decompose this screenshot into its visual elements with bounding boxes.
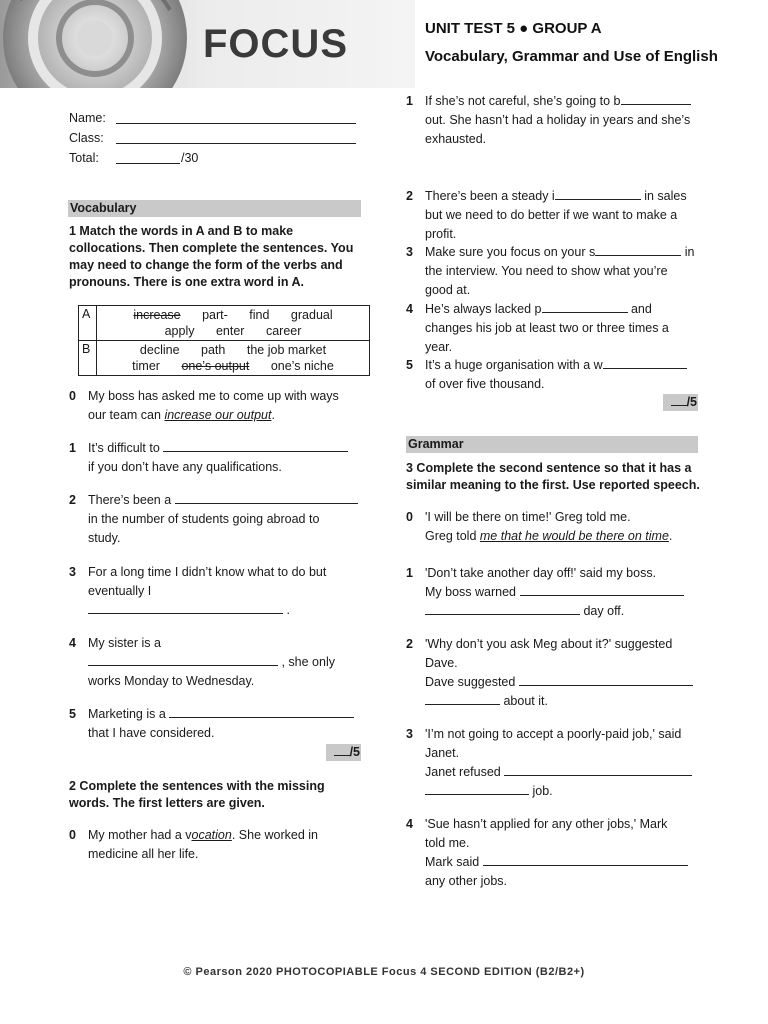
word-a: gradual [290, 308, 333, 322]
exercise-3-instruction: 3 Complete the second sentence so that it has a similar meaning to the first. Use reported speech. [406, 461, 700, 492]
answer-blank[interactable] [519, 674, 693, 686]
example-answer: me that he would be there on time [479, 529, 669, 543]
ex2-item-3: 3 Make sure you focus on your s in the interview. You need to show what you’re good at. [406, 245, 695, 297]
table-key-a: A [79, 306, 97, 341]
ex1-score: /5 [326, 744, 361, 761]
answer-blank[interactable] [425, 783, 529, 795]
answer-blank[interactable] [163, 440, 348, 452]
focus-logo: FOCUS [203, 22, 348, 66]
answer-blank[interactable] [542, 301, 628, 313]
answer-blank[interactable] [483, 854, 688, 866]
unit-title: UNIT TEST 5 ● GROUP A [425, 20, 602, 37]
answer-blank[interactable] [621, 93, 691, 105]
exercise-2-instruction: 2 Complete the sentences with the missing words. The first letters are given. [69, 779, 325, 810]
ex2-item-5: 5 It’s a huge organisation with a w of over five thousand. [406, 356, 706, 396]
word-a: enter [215, 324, 245, 338]
word-b: timer [132, 359, 160, 373]
example-answer: increase our output [164, 408, 272, 422]
ex3-item-1: 1 'Don’t take another day off!' said my boss. My boss warned day off. [406, 564, 706, 624]
ex2-example: 0 My mother had a vocation. She worked in medicine all her life. [69, 828, 318, 861]
table-key-b: B [79, 341, 97, 376]
answer-blank[interactable] [595, 244, 681, 256]
ex2-score: /5 [663, 394, 698, 411]
ex2-item-4: 4 He’s always lacked p and changes his job at least two or three times a year. [406, 302, 669, 354]
word-a: apply [164, 324, 195, 338]
ex1-item-2: 2 There’s been a in the number of students going abroad to study. [69, 491, 364, 551]
unit-subtitle: Vocabulary, Grammar and Use of English [425, 48, 718, 65]
answer-blank[interactable] [555, 188, 641, 200]
ex2-item-2: 2 There’s been a steady i in sales but we need to do better if we want to make a profit. [406, 189, 687, 241]
ex1-item-3: 3 For a long time I didn’t know what to do but eventually I . [69, 565, 327, 617]
answer-blank[interactable] [425, 603, 580, 615]
collocation-table [78, 305, 370, 376]
word-b: the job market [246, 343, 327, 357]
table-words-b [97, 341, 370, 376]
ex1-example: 0 My boss has asked me to come up with ways our team can increase our output. [69, 389, 339, 422]
score-blank[interactable] [334, 744, 350, 756]
class-label: Class: [69, 131, 104, 145]
name-label: Name: [69, 111, 106, 125]
answer-blank[interactable] [504, 764, 692, 776]
answer-blank[interactable] [169, 706, 354, 718]
ex3-item-2: 2 'Why don’t you ask Meg about it?' suggested Dave. Dave suggested about it. [406, 635, 706, 715]
page-header [0, 0, 768, 88]
word-b: one’s niche [270, 359, 334, 373]
header-banner-graphic [0, 0, 768, 88]
answer-blank[interactable] [175, 492, 358, 504]
ex2-item-1: 1 If she’s not careful, she’s going to b out. She hasn’t had a holiday in years and she’s exhausted. [406, 94, 691, 146]
ex3-item-4: 4 'Sue hasn’t applied for any other jobs,' Mark told me. Mark said any other jobs. [406, 815, 706, 895]
ex1-item-1: 1 It’s difficult to if you don’t have any qualifications. [69, 439, 364, 479]
total-field[interactable] [116, 152, 180, 164]
answer-blank[interactable] [603, 357, 687, 369]
score-blank[interactable] [671, 394, 687, 406]
table-words-a [97, 306, 370, 341]
total-label: Total: [69, 151, 99, 165]
word-a: find [249, 308, 270, 322]
word-b: decline [139, 343, 180, 357]
answer-blank[interactable] [88, 654, 278, 666]
word-a: career [265, 324, 302, 338]
ex3-example: 0 'I will be there on time!' Greg told me. Greg told me that he would be there on time. [406, 510, 673, 543]
word-a: part- [202, 308, 228, 322]
name-field[interactable] [116, 112, 356, 124]
total-suffix: /30 [181, 151, 199, 165]
word-a: increase [133, 308, 181, 322]
answer-blank[interactable] [425, 693, 500, 705]
answer-blank[interactable] [520, 584, 684, 596]
word-b: one’s output [181, 359, 250, 373]
example-answer: ocation [191, 828, 232, 842]
answer-blank[interactable] [88, 602, 283, 614]
word-b: path [201, 343, 226, 357]
vocabulary-section-title: Vocabulary [68, 200, 361, 217]
ex3-item-3: 3 'I’m not going to accept a poorly-paid job,' said Janet. Janet refused job. [406, 725, 706, 805]
page-footer: © Pearson 2020 PHOTOCOPIABLE Focus 4 SECOND EDITION (B2/B2+) [183, 966, 585, 978]
class-field[interactable] [116, 132, 356, 144]
ex1-item-4: 4 My sister is a , she only works Monday to Wednesday. [69, 636, 335, 688]
exercise-1-instruction: 1 Match the words in A and B to make collocations. Then complete the sentences. You may need to change the form of the verbs and pronouns. There is one extra word in A. [69, 224, 354, 289]
grammar-section-title: Grammar [406, 436, 698, 453]
ex1-item-5: 5 Marketing is a that I have considered. [69, 705, 364, 745]
